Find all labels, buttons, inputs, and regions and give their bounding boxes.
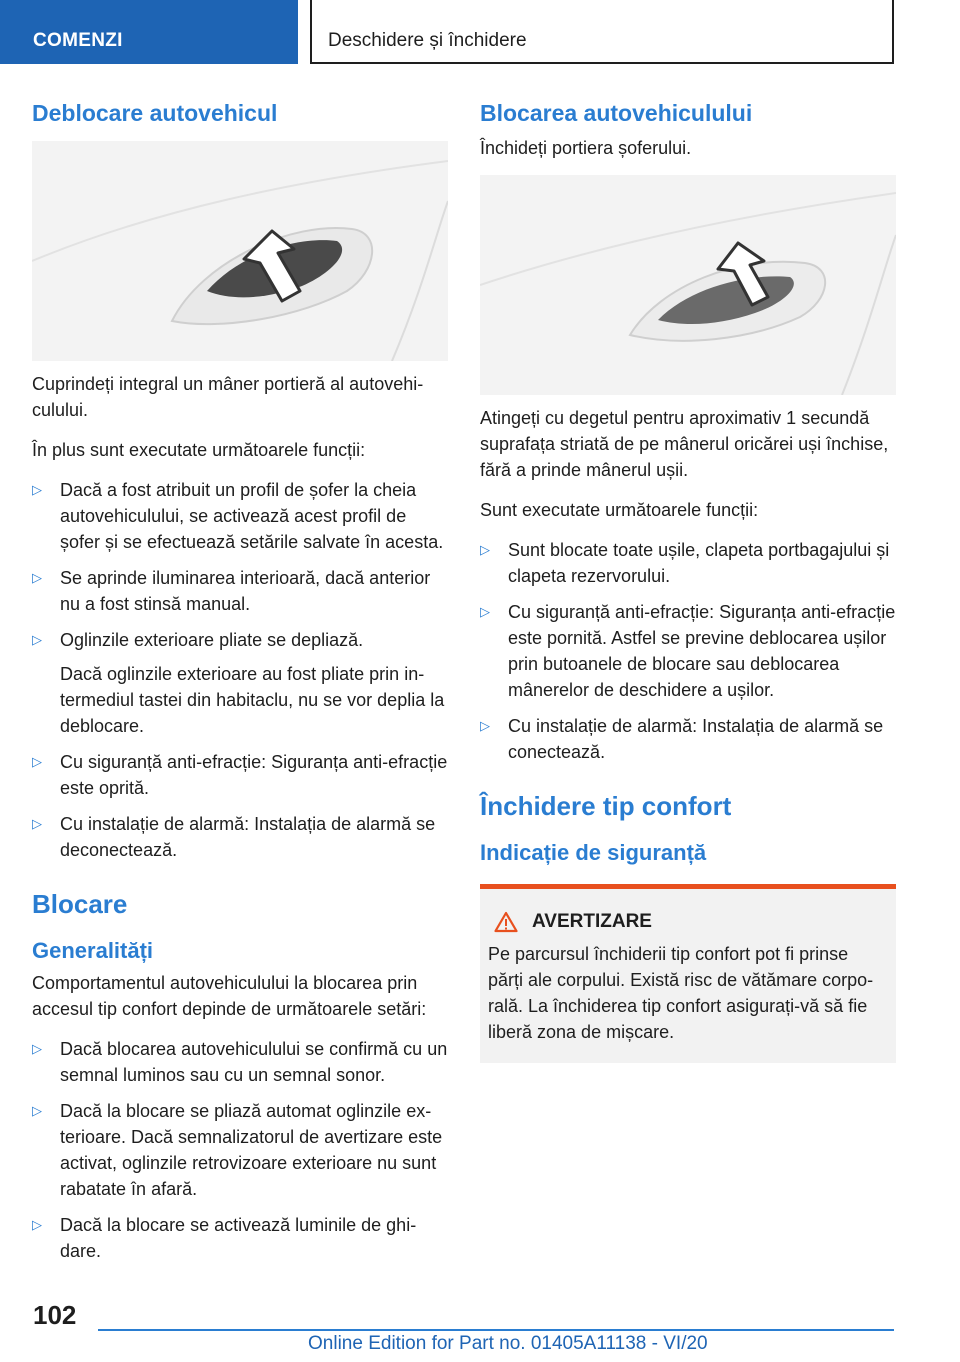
list-item: ▷ Sunt blocate toate ușile, clapeta portbagajului și clapeta rezervorului.	[480, 537, 896, 589]
heading-lock: Blocare	[32, 889, 128, 919]
heading-lock-vehicle: Blocarea autovehiculului	[480, 100, 753, 126]
triangle-bullet-icon: ▷	[480, 604, 490, 619]
paragraph-general: Comportamentul autovehiculului la blocarea prin accesul tip confort depinde de următoarele setări:	[32, 973, 427, 1019]
paragraph-functions: În plus sunt executate următoarele funcții:	[32, 440, 366, 460]
unlock-functions-list	[32, 477, 448, 863]
lock-settings-list	[32, 1036, 448, 1264]
triangle-bullet-icon: ▷	[32, 1041, 42, 1056]
list-item: ▷ Cu siguranță anti-efracție: Siguranța anti-efracție este oprită.	[32, 749, 448, 801]
right-column	[480, 100, 896, 1063]
triangle-bullet-icon: ▷	[32, 816, 42, 831]
heading-safety-note: Indicație de siguranță	[480, 840, 707, 865]
paragraph-grip-handle: Cuprindeți integral un mâner portieră al autovehiculului.	[32, 374, 424, 420]
list-item: ▷ Se aprinde iluminarea interioară, dacă anterior nu a fost stinsă manual.	[32, 565, 448, 617]
triangle-bullet-icon: ▷	[32, 632, 42, 647]
chapter-title: Deschidere și închidere	[328, 30, 527, 51]
paragraph-touch-handle: Atingeți cu degetul pentru aproximativ 1 secundă suprafața striată de pe mânerul oricărei uși închise, fără a prinde mânerul ușii.	[480, 408, 889, 480]
section-tab	[0, 0, 298, 64]
list-item: ▷ Dacă a fost atribuit un profil de șofer la cheia autovehiculului, se activează acest profil de șofer și se efectuează setările salvate în acesta.	[32, 477, 448, 555]
section-title: COMENZI	[33, 30, 123, 51]
triangle-bullet-icon: ▷	[32, 570, 42, 585]
page-number: 102	[33, 1300, 77, 1330]
list-item: ▷ Cu siguranță anti-efracție: Siguranța anti-efracție este pornită. Astfel se previne deblocarea ușilor prin butoanele de blocare sau deblocarea mânerelor de deschidere a ușilor.	[480, 599, 896, 703]
triangle-bullet-icon: ▷	[480, 718, 490, 733]
list-item: ▷ Dacă la blocare se activează luminile de ghidare.	[32, 1212, 448, 1264]
list-item: ▷ Dacă la blocare se pliază automat oglinzile exterioare. Dacă semnalizatorul de avertizare este activat, oglinzile retrovizoare exterioare nu sunt rabatate în afară.	[32, 1098, 448, 1202]
lock-functions-list	[480, 537, 896, 765]
warning-header	[488, 911, 888, 933]
triangle-bullet-icon: ▷	[32, 754, 42, 769]
list-item-note: Dacă oglinzile exterioare au fost pliate prin intermediul tastei din habitaclu, nu se vor deplia la deblocare.	[60, 664, 445, 736]
triangle-bullet-icon: ▷	[32, 1103, 42, 1118]
list-item: ▷ Oglinzile exterioare pliate se depliază. Dacă oglinzile exterioare au fost pliate prin intermediul tastei din habitaclu, nu se vor deplia la deblocare.	[32, 627, 448, 739]
door-handle-unlock-image	[32, 141, 448, 361]
door-handle-lock-image	[480, 175, 896, 395]
footer-divider	[98, 1329, 894, 1331]
triangle-bullet-icon: ▷	[32, 482, 42, 497]
chapter-tab	[310, 0, 894, 64]
warning-title: AVERTIZARE	[532, 911, 652, 932]
list-item: ▷ Cu instalație de alarmă: Instalația de alarmă se deconectează.	[32, 811, 448, 863]
footer-edition: Online Edition for Part no. 01405A11138 - VI/20	[308, 1333, 708, 1354]
warning-text: Pe parcursul închiderii tip confort pot fi prinse părți ale corpului. Există risc de vătămare corporală. La închiderea tip confort asigurați-vă să fie liberă zona de mișcare.	[488, 944, 874, 1042]
list-item: ▷ Cu instalație de alarmă: Instalația de alarmă se conectează.	[480, 713, 896, 765]
triangle-bullet-icon: ▷	[32, 1217, 42, 1232]
paragraph-functions: Sunt executate următoarele funcții:	[480, 500, 759, 520]
left-column	[32, 100, 448, 1278]
heading-unlock-vehicle: Deblocare autovehicul	[32, 100, 278, 126]
heading-comfort-closing: Închidere tip confort	[480, 791, 732, 821]
triangle-bullet-icon: ▷	[480, 542, 490, 557]
warning-box	[480, 884, 896, 1063]
heading-general: Generalități	[32, 938, 154, 963]
list-item: ▷ Dacă blocarea autovehiculului se confirmă cu un semnal luminos sau cu un semnal sonor.	[32, 1036, 448, 1088]
paragraph-close-door: Închideți portiera șoferului.	[480, 138, 692, 158]
warning-triangle-icon	[494, 911, 518, 933]
